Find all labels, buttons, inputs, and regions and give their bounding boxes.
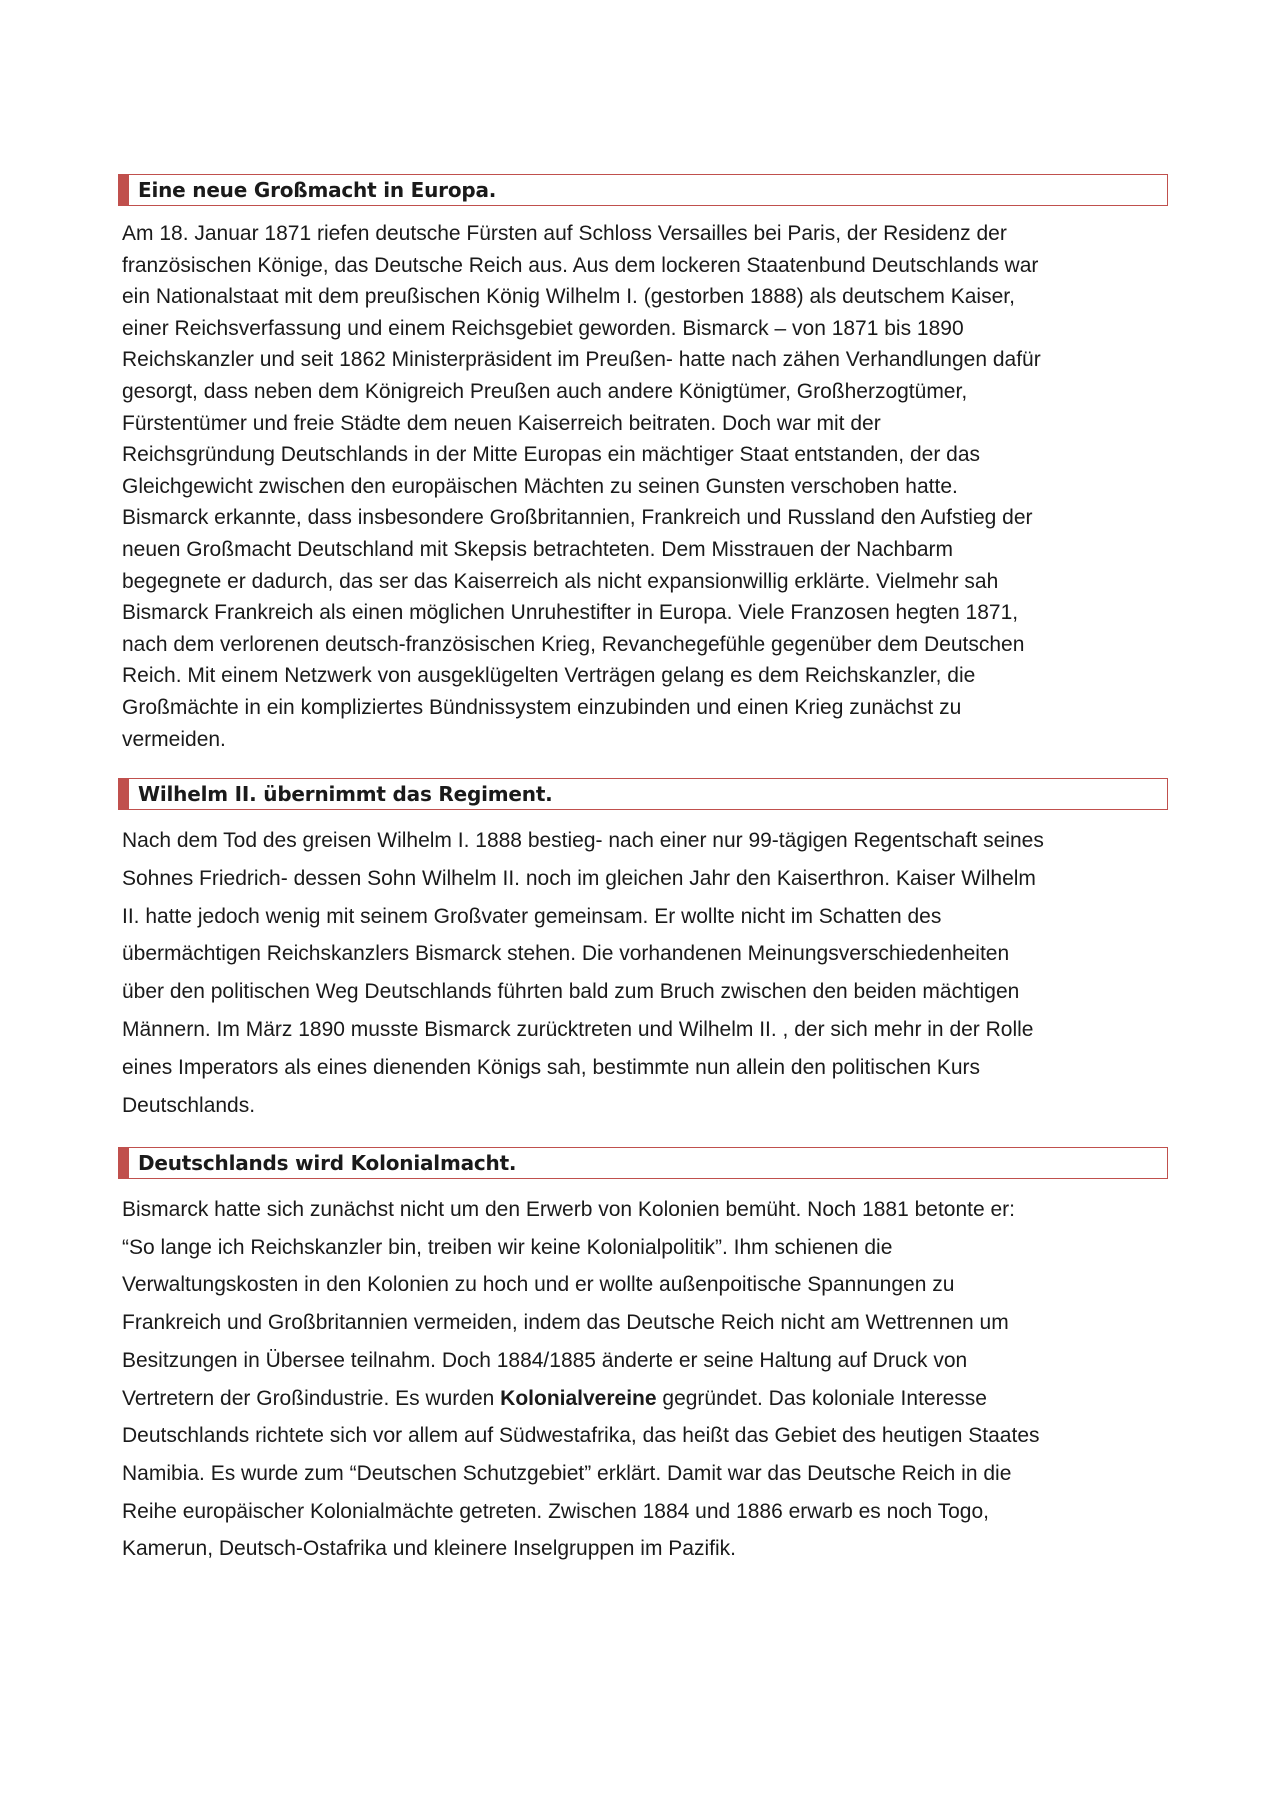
section-heading-kolonialmacht [118,1147,1168,1179]
text-segment: gegründet. Das koloniale Interesse [656,1386,987,1410]
text-line: Verwaltungskosten in den Kolonien zu hoch und er wollte außenpoitische Spannungen zu [122,1273,955,1297]
text-line: Reichsgründung Deutschlands in der Mitte Europas ein mächtiger Staat entstanden, der das [122,443,981,467]
text-line: Nach dem Tod des greisen Wilhelm I. 1888 bestieg- nach einer nur 99-tägigen Regentschaft seines [122,829,1044,852]
text-segment: Vertretern der Großindustrie. Es wurden [122,1386,501,1410]
text-line: übermächtigen Reichskanzlers Bismarck stehen. Die vorhandenen Meinungsverschiedenheiten [122,942,1010,966]
text-line: Gleichgewicht zwischen den europäischen Mächten zu seinen Gunsten verschoben hatte. [122,474,958,498]
text-line: Männern. Im März 1890 musste Bismarck zurücktreten und Wilhelm II. , der sich mehr in der Rolle [122,1017,1034,1041]
paragraph-grossmacht [122,218,1172,755]
text-line: Reich. Mit einem Netzwerk von ausgeklügelten Verträgen gelang es dem Reichskanzler, die [122,664,976,688]
section-heading-text: Deutschlands wird Kolonialmacht. [138,1151,517,1175]
text-line: über den politischen Weg Deutschlands führten bald zum Bruch zwischen den beiden mächtigen [122,980,1020,1004]
text-line: Besitzungen in Übersee teilnahm. Doch 1884/1885 änderte er seine Haltung auf Druck von [122,1348,968,1372]
text-line: Kamerun, Deutsch-Ostafrika und kleinere Inselgruppen im Pazifik. [122,1537,736,1561]
paragraph-kolonialmacht [122,1191,1172,1568]
text-line: nach dem verlorenen deutsch-französischen Krieg, Revanchegefühle gegenüber dem Deutschen [122,632,1025,656]
text-line: Namibia. Es wurde zum “Deutschen Schutzgebiet” erklärt. Damit war das Deutsche Reich in die [122,1461,1012,1485]
text-line: Großmächte in ein kompliziertes Bündnissystem einzubinden und einen Krieg zunächst zu [122,695,962,719]
text-line: Bismarck Frankreich als einen möglichen Unruhestifter in Europa. Viele Franzosen hegten 1871, [122,601,1019,625]
text-line: Fürstentümer und freie Städte dem neuen Kaiserreich beitraten. Doch war mit der [122,411,881,435]
paragraph-wilhelm [122,822,1172,1124]
text-line: vermeiden. [122,727,226,751]
text-line: Frankreich und Großbritannien vermeiden, indem das Deutsche Reich nicht am Wettrennen um [122,1311,1009,1335]
text-line: Sohnes Friedrich- dessen Sohn Wilhelm II. noch im gleichen Jahr den Kaiserthron. Kaiser Wilhelm [122,866,1036,890]
text-line: einer Reichsverfassung und einem Reichsgebiet geworden. Bismarck – von 1871 bis 1890 [122,316,964,340]
text-line: gesorgt, dass neben dem Königreich Preußen auch andere Königtümer, Großherzogtümer, [122,379,968,403]
text-line: begegnete er dadurch, das ser das Kaiserreich als nicht expansionwillig erklärte. Vielmehr sah [122,569,999,593]
section-heading-text: Wilhelm II. übernimmt das Regiment. [138,782,553,806]
text-line: Reichskanzler und seit 1862 Ministerpräsident im Preußen- hatte nach zähen Verhandlungen dafür [122,348,1041,372]
text-line: Bismarck erkannte, dass insbesondere Großbritannien, Frankreich und Russland den Aufstieg der [122,506,1033,530]
bold-term-kolonialvereine: Kolonialvereine [500,1386,657,1410]
text-line: Am 18. Januar 1871 riefen deutsche Fürsten auf Schloss Versailles bei Paris, der Residenz der [122,222,1007,245]
text-line: Reihe europäischer Kolonialmächte getreten. Zwischen 1884 und 1886 erwarb es noch Togo, [122,1499,989,1523]
text-line: Deutschlands richtete sich vor allem auf Südwestafrika, das heißt das Gebiet des heutigen Staates [122,1424,1040,1448]
text-line: eines Imperators als eines dienenden Königs sah, bestimmte nun allein den politischen Kurs [122,1055,981,1079]
text-line: ein Nationalstaat mit dem preußischen König Wilhelm I. (gestorben 1888) als deutschem Kaiser, [122,285,1015,309]
text-line: II. hatte jedoch wenig mit seinem Großvater gemeinsam. Er wollte nicht im Schatten des [122,904,942,928]
text-line: neuen Großmacht Deutschland mit Skepsis betrachteten. Dem Misstrauen der Nachbarm [122,537,954,561]
section-heading-text: Eine neue Großmacht in Europa. [138,178,497,202]
text-line: Deutschlands. [122,1093,256,1117]
text-line: französischen Könige, das Deutsche Reich aus. Aus dem lockeren Staatenbund Deutschlands war [122,253,1039,277]
section-heading-wilhelm [118,778,1168,810]
text-line-with-bold [122,1380,1172,1418]
text-line: “So lange ich Reichskanzler bin, treiben wir keine Kolonialpolitik”. Ihm schienen die [122,1235,893,1259]
text-line: Bismarck hatte sich zunächst nicht um den Erwerb von Kolonien bemüht. Noch 1881 betonte er: [122,1198,1015,1221]
section-heading-grossmacht [118,174,1168,206]
